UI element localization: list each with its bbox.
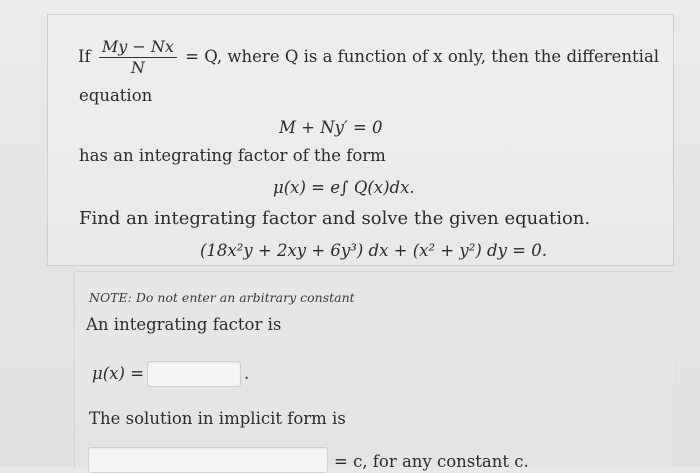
implicit-answer-input[interactable] [88,447,328,473]
fraction-denominator: N [130,58,145,77]
mu-answer-input[interactable] [147,361,241,387]
mu-answer-label: μ(x) = [92,364,144,383]
implicit-suffix: = c, for any constant c. [334,452,529,471]
equation-word: equation [79,86,153,105]
implicit-label: The solution in implicit form is [89,409,346,428]
intro-line [78,38,659,77]
mu-formula: μ(x) = e∫ Q(x)dx. [273,178,415,197]
given-equation: (18x²y + 2xy + 6y³) dx + (x² + y²) dy = 0. [200,241,547,260]
linear-equation: M + Ny′ = 0 [279,118,383,137]
condition-fraction [99,38,177,77]
note-text: NOTE: Do not enter an arbitrary constant [89,290,355,305]
condition-text: = Q, where Q is a function of x only, then the differential [185,47,660,66]
factor-label: An integrating factor is [86,315,282,334]
has-factor-text: has an integrating factor of the form [79,146,386,165]
if-word: If [78,47,91,66]
instruction-text: Find an integrating factor and solve the given equation. [79,208,591,229]
mu-answer-period: . [244,364,250,383]
fraction-numerator: My − Nx [99,38,177,58]
